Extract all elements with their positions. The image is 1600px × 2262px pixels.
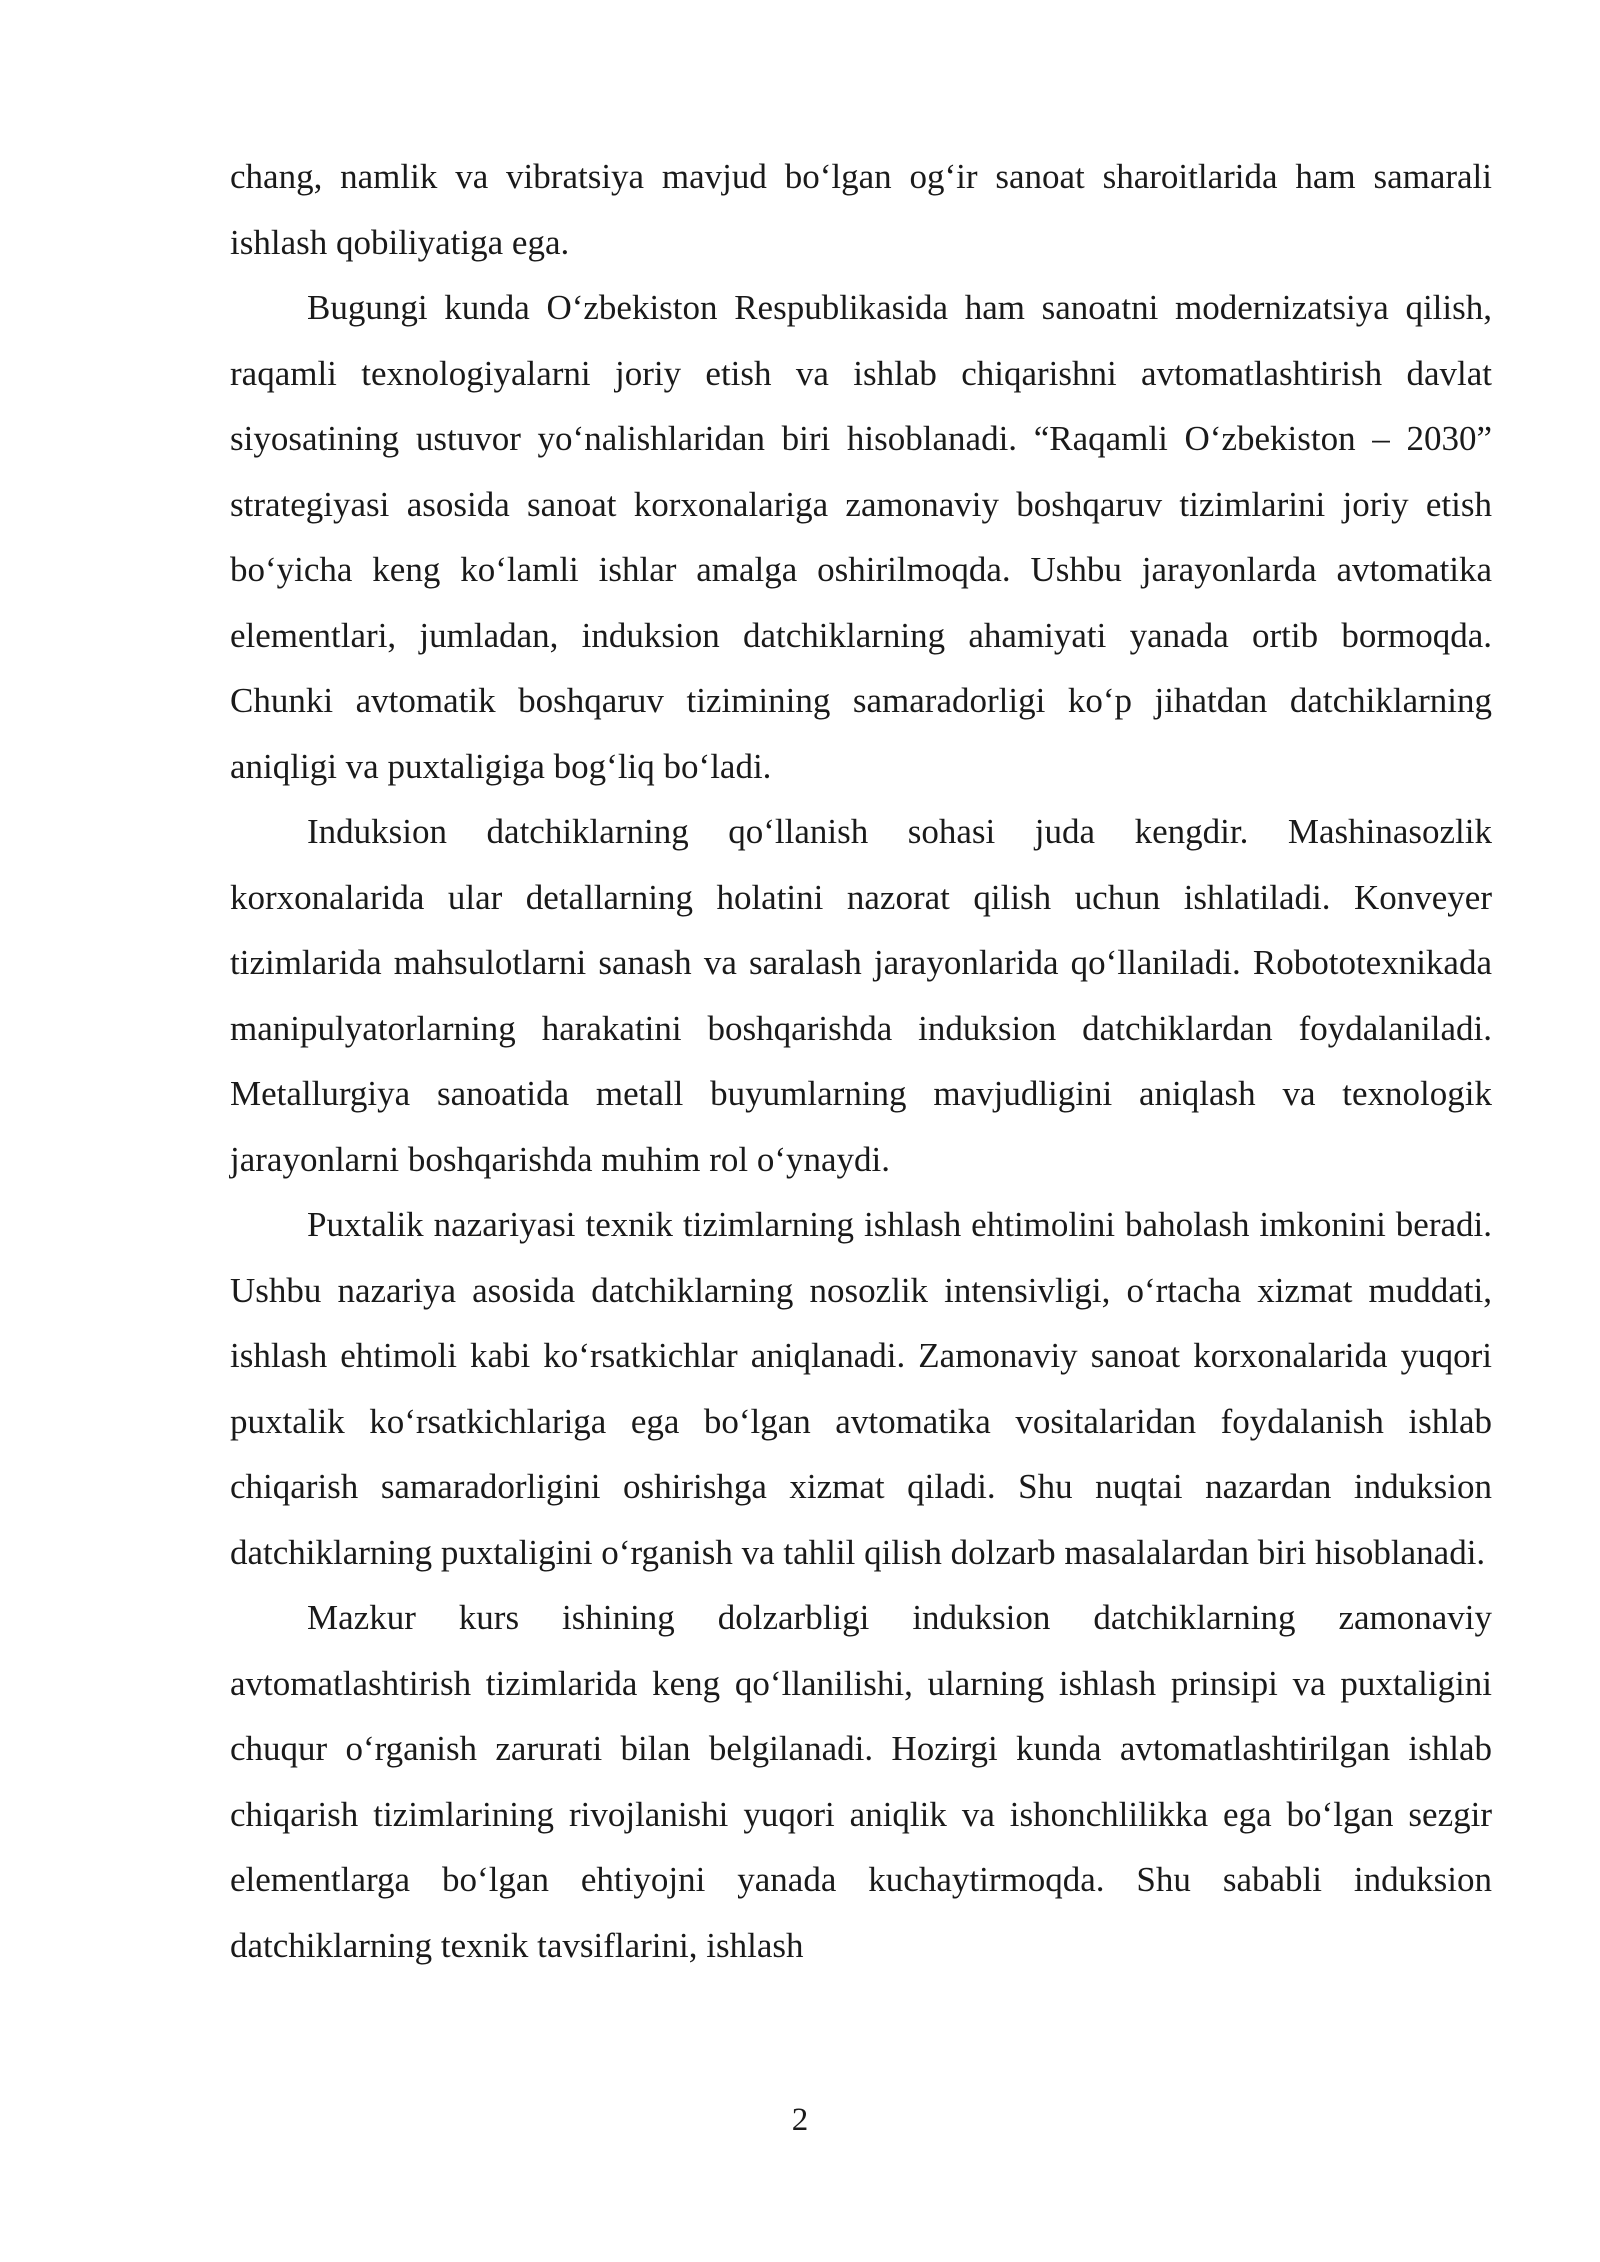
- page-number: 2: [791, 2102, 809, 2138]
- paragraph-application-areas: Induksion datchiklarning qo‘llanish sohasi juda kengdir. Mashinasozlik korxonalarida ular detallarning holatini nazorat qilish uchun ishlatiladi. Konveyer tizimlarida mahsulotlarni sanash va saralash jarayonlarida qo‘llaniladi. Robototexnikada manipulyatorlarning harakatini boshqarishda induksion datchiklardan foydalaniladi. Metallurgiya sanoatida metall buyumlarning mavjudligini aniqlash va texnologik jarayonlarni boshqarishda muhim rol o‘ynaydi.: [230, 812, 1492, 1179]
- paragraph-reliability-theory: Puxtalik nazariyasi texnik tizimlarning ishlash ehtimolini baholash imkonini beradi. Ushbu nazariya asosida datchiklarning nosozlik intensivligi, o‘rtacha xizmat muddati, ishlash ehtimoli kabi ko‘rsatkichlar aniqlanadi. Zamonaviy sanoat korxonalarida yuqori puxtalik ko‘rsatkichlariga ega bo‘lgan avtomatika vositalaridan foydalanish ishlab chiqarish samaradorligini oshirishga xizmat qiladi. Shu nuqtai nazardan induksion datchiklarning puxtaligini o‘rganish va tahlil qilish dolzarb masalalardan biri hisoblanadi.: [230, 1205, 1492, 1572]
- document-body: [230, 144, 1492, 1978]
- paragraph-relevance: Mazkur kurs ishining dolzarbligi induksion datchiklarning zamonaviy avtomatlashtirish tizimlarida keng qo‘llanilishi, ularning ishlash prinsipi va puxtaligini chuqur o‘rganish zarurati bilan belgilanadi. Hozirgi kunda avtomatlashtirilgan ishlab chiqarish tizimlarining rivojlanishi yuqori aniqlik va ishonchlilikka ega bo‘lgan sezgir elementlarga bo‘lgan ehtiyojni yanada kuchaytirmoqda. Shu sababli induksion datchiklarning texnik tavsiflarini, ishlash: [230, 1598, 1492, 1965]
- paragraph-digital-uzbekistan: Bugungi kunda O‘zbekiston Respublikasida ham sanoatni modernizatsiya qilish, raqamli texnologiyalarni joriy etish va ishlab chiqarishni avtomatlashtirish davlat siyosatining ustuvor yo‘nalishlaridan biri hisoblanadi. “Raqamli O‘zbekiston – 2030” strategiyasi asosida sanoat korxonalariga zamonaviy boshqaruv tizimlarini joriy etish bo‘yicha keng ko‘lamli ishlar amalga oshirilmoqda. Ushbu jarayonlarda avtomatika elementlari, jumladan, induksion datchiklarning ahamiyati yanada ortib bormoqda. Chunki avtomatik boshqaruv tizimining samaradorligi ko‘p jihatdan datchiklarning aniqligi va puxtaligiga bog‘liq bo‘ladi.: [230, 288, 1492, 786]
- paragraph-continuation: chang, namlik va vibratsiya mavjud bo‘lgan og‘ir sanoat sharoitlarida ham samarali ishlash qobiliyatiga ega.: [230, 157, 1492, 262]
